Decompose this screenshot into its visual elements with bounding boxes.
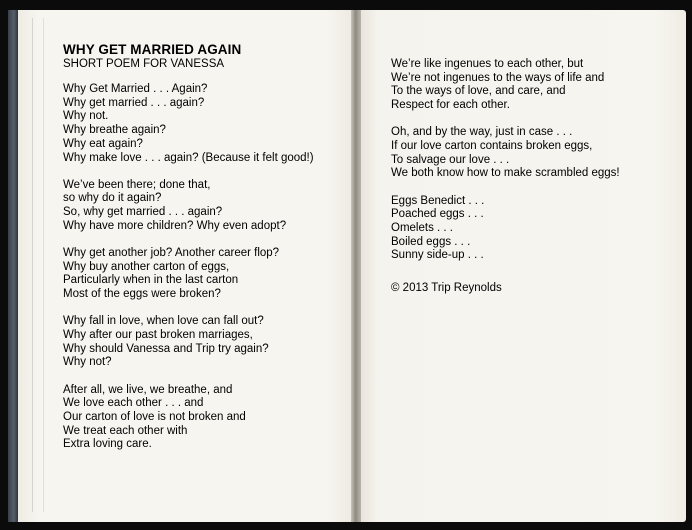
- open-book: [8, 10, 686, 522]
- poem-line: Why Get Married . . . Again?: [63, 83, 208, 95]
- page-edge: [32, 18, 44, 512]
- stanza: [63, 384, 348, 453]
- left-page-content: [63, 42, 348, 466]
- poem-line: To salvage our love . . .: [391, 153, 510, 166]
- poem-line: Omelets . . .: [391, 222, 453, 235]
- poem-line: Respect for each other.: [391, 99, 510, 112]
- stanza: [63, 83, 348, 165]
- poem-line: Extra loving care.: [63, 438, 152, 451]
- poem-line: We love each other . . . and: [63, 397, 204, 410]
- poem-line: Most of the eggs were broken?: [63, 288, 221, 301]
- poem-line: Particularly when in the last carton: [63, 274, 239, 287]
- poem-line: We treat each other with: [63, 424, 188, 437]
- poem-line: Why should Vanessa and Trip try again?: [63, 342, 269, 355]
- book-binding: [8, 10, 18, 522]
- poem-line: Our carton of love is not broken and: [63, 411, 246, 424]
- copyright-notice: © 2013 Trip Reynolds: [391, 282, 502, 295]
- poem-line: Why not?: [63, 356, 112, 369]
- poem-line: If our love carton contains broken eggs,: [391, 140, 593, 153]
- poem-line: Why after our past broken marriages,: [63, 329, 253, 342]
- poem-line: Poached eggs . . .: [391, 208, 484, 221]
- poem-title: WHY GET MARRIED AGAIN: [63, 42, 242, 57]
- poem-line: So, why get married . . . again?: [63, 206, 223, 219]
- stanza: [391, 195, 676, 264]
- poem-line: Why get married . . . again?: [63, 96, 205, 109]
- poem-line: Why buy another carton of eggs,: [63, 260, 230, 273]
- stanza: [63, 315, 348, 370]
- poem-line: Why eat again?: [63, 137, 143, 150]
- poem-line: We’re like ingenues to each other, but: [391, 58, 584, 70]
- book-gutter: [351, 10, 361, 522]
- poem-line: Eggs Benedict . . .: [391, 194, 485, 207]
- poem-line: Why fall in love, when love can fall out?: [63, 315, 264, 328]
- poem-line: Why not.: [63, 110, 109, 123]
- stanza: [391, 58, 676, 113]
- poem-line: We both know how to make scrambled eggs!: [391, 167, 620, 180]
- stanza: [63, 179, 348, 234]
- stanza: [391, 126, 676, 181]
- poem-line: We’ve been there; done that,: [63, 178, 211, 191]
- poem-line: Oh, and by the way, just in case . . .: [391, 126, 573, 139]
- poem-line: Sunny side-up . . .: [391, 249, 484, 262]
- poem-line: To the ways of love, and care, and: [391, 85, 566, 98]
- stanza: [63, 247, 348, 302]
- poem-subtitle: SHORT POEM FOR VANESSA: [63, 58, 225, 70]
- right-page-content: [391, 58, 676, 295]
- poem-line: Why breathe again?: [63, 124, 166, 137]
- poem-line: Boiled eggs . . .: [391, 235, 471, 248]
- poem-line: Why get another job? Another career flop?: [63, 247, 280, 260]
- poem-line: After all, we live, we breathe, and: [63, 383, 233, 396]
- poem-line: We’re not ingenues to the ways of life and: [391, 71, 605, 84]
- poem-line: Why make love . . . again? (Because it felt good!): [63, 151, 314, 164]
- poem-line: so why do it again?: [63, 192, 162, 205]
- poem-line: Why have more children? Why even adopt?: [63, 219, 287, 232]
